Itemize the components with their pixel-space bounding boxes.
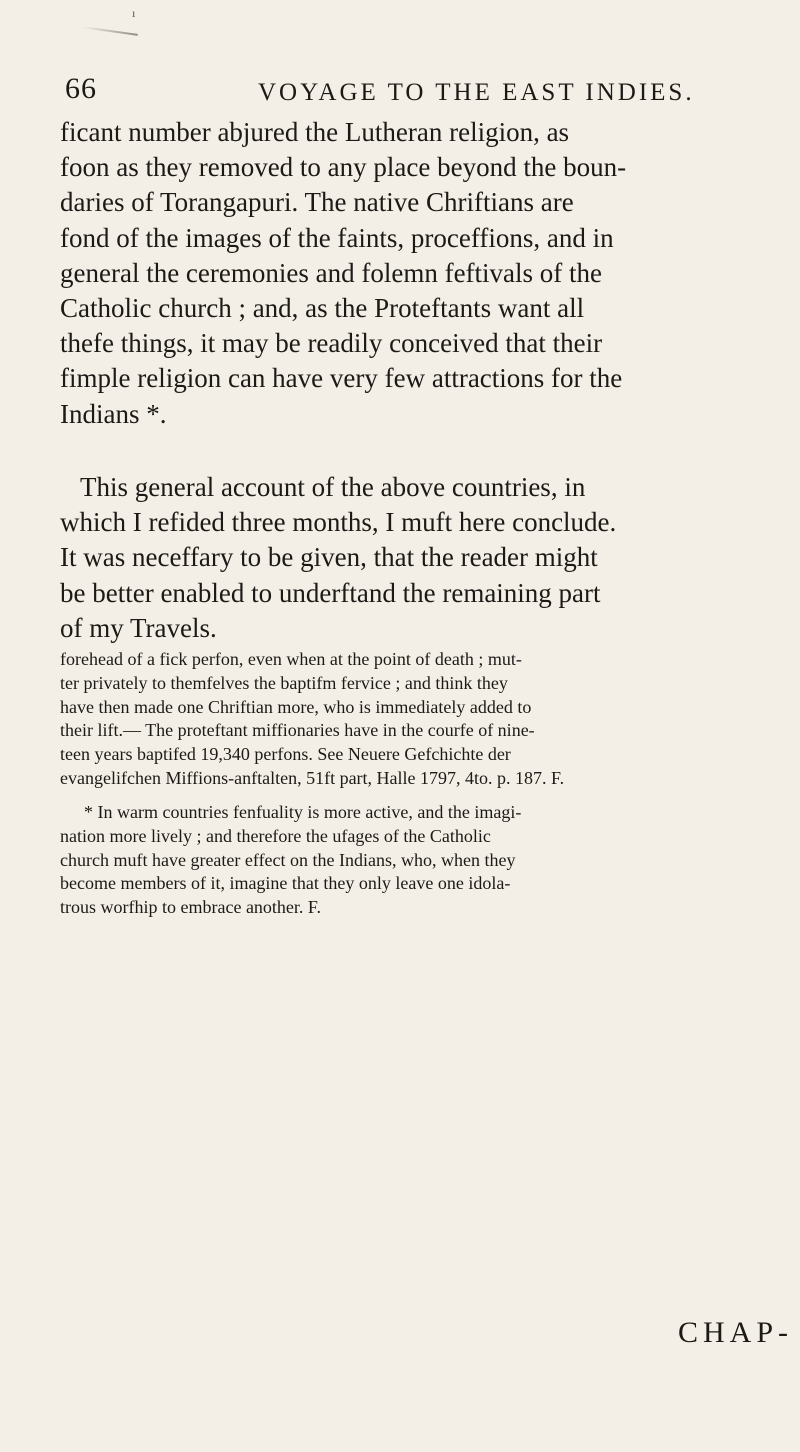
footnote-line: become members of it, imagine that they only leave one idola- — [60, 873, 511, 894]
footnote-line: teen years baptifed 19,340 perfons. See Neuere Gefchichte der — [60, 744, 511, 765]
text-line: Catholic church ; and, as the Proteftants want all — [60, 293, 585, 324]
text-line: be better enabled to underftand the remaining part — [60, 577, 601, 608]
text-line: It was neceffary to be given, that the reader might — [60, 542, 598, 573]
footnote-line: forehead of a fick perfon, even when at the point of death ; mut- — [60, 649, 522, 669]
footnote-line: nation more lively ; and therefore the ufages of the Catholic — [60, 825, 491, 846]
footnote-line: * In warm countries fenfuality is more active, and the imagi- — [84, 802, 522, 822]
top-mark: ı — [132, 6, 136, 20]
footnote-line: evangelifchen Miffions-anftalten, 51ft part, Halle 1797, 4to. p. 187. F. — [60, 767, 565, 788]
footnote-line: trous worfhip to embrace another. F. — [60, 897, 321, 918]
catchword: CHAP- — [678, 1316, 794, 1349]
text-line: general the ceremonies and folemn feftivals of the — [60, 257, 603, 288]
footnote-continuation — [60, 648, 790, 791]
text-line: fimple religion can have very few attractions for the — [60, 363, 623, 394]
paragraph-2 — [60, 470, 790, 646]
text-line: thefe things, it may be readily conceived that their — [60, 328, 603, 359]
text-line: of my Travels. — [60, 612, 217, 643]
text-line: Indians *. — [60, 398, 167, 429]
footnote-line: have then made one Chriftian more, who is immediately added to — [60, 696, 532, 717]
text-line: ficant number abjured the Lutheran religion, as — [60, 117, 570, 147]
ink-stroke — [82, 26, 138, 36]
paragraph-1 — [60, 115, 790, 432]
text-line: foon as they removed to any place beyond the boun- — [60, 152, 627, 183]
footnote-line: ter privately to themfelves the baptifm fervice ; and think they — [60, 672, 508, 693]
text-line: fond of the images of the faints, proceffions, and in — [60, 222, 614, 253]
running-head: VOYAGE TO THE EAST INDIES. — [258, 79, 695, 106]
footnote-line: church muft have greater effect on the Indians, who, when they — [60, 849, 516, 870]
text-line: daries of Torangapuri. The native Chriftians are — [60, 187, 574, 218]
footnote-asterisk — [60, 801, 790, 920]
text-line: which I refided three months, I muft here conclude. — [60, 507, 617, 538]
page-number: 66 — [65, 72, 97, 105]
text-line: This general account of the above countries, in — [80, 472, 586, 502]
footnote-line: their lift.— The proteftant miffionaries have in the courfe of nine- — [60, 720, 535, 741]
